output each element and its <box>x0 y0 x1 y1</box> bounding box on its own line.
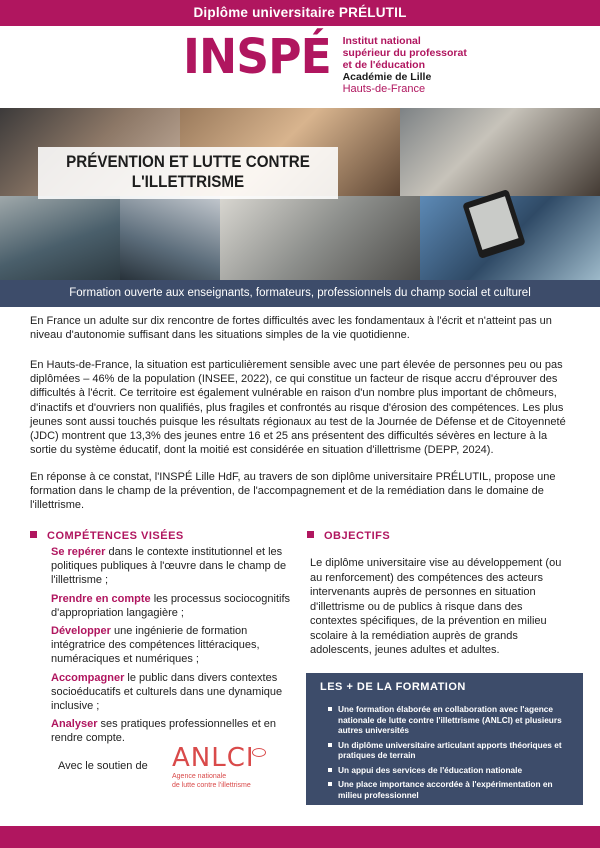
competence-text: une ingénierie de formation intégratrice des compétences littéraciques, numéraciques et numériques ; <box>51 625 260 666</box>
title-line-2: L'ILLETTRISME <box>131 173 245 191</box>
list-item: Un appui des services de l'éducation nationale <box>328 765 573 776</box>
response-paragraph: En réponse à ce constat, l'INSPÉ Lille HdF, au travers de son diplôme universitaire PRÉLUTIL, propose une formation dans le champ de la prévention, de l'accompagnement et de la remédiation dans le domaine de l'illettrisme. <box>30 471 556 512</box>
competences-heading <box>30 530 184 542</box>
anlci-logo <box>172 744 292 804</box>
logo-line-4: Académie de Lille <box>342 71 432 83</box>
anlci-subtitle-1: Agence nationale <box>172 773 227 780</box>
list-item <box>51 717 293 745</box>
footer-band <box>0 826 600 848</box>
audience-banner: Formation ouverte aux enseignants, formateurs, professionnels du champ social et culturel <box>0 280 600 307</box>
inspe-logo <box>183 29 467 95</box>
photo-classroom <box>0 196 120 280</box>
list-item <box>51 592 293 620</box>
competences-list <box>51 545 293 750</box>
page-title <box>38 147 338 199</box>
competence-keyword: Développer <box>51 625 111 638</box>
logo-line-5: Hauts-de-France <box>342 83 426 95</box>
plus-list <box>328 704 573 800</box>
list-item: Un diplôme universitaire articulant apports théoriques et pratiques de terrain <box>328 740 573 761</box>
objectifs-heading-text: OBJECTIFS <box>324 530 391 542</box>
competences-heading-text: COMPÉTENCES VISÉES <box>47 530 184 542</box>
competence-text: les processus sociocognitifs d'appropriation langagière ; <box>51 592 291 619</box>
objectifs-text: Le diplôme universitaire vise au développement (ou au renforcement) des compétences des acteurs intervenants auprès de personnes en situation d'illettrisme ou de publics à risque dans des contextes spécifiques, de la prévention en milieu scolaire à la remédiation auprès de grands adolescents, jeunes adultes et adultes. <box>310 557 562 656</box>
list-item: Une formation élaborée en collaboration avec l'agence nationale de lutte contre l'illettrisme (ANLCI) et plusieurs autres universités <box>328 704 573 736</box>
square-bullet-icon <box>307 531 314 538</box>
title-line-1: PRÉVENTION ET LUTTE CONTRE <box>66 153 310 171</box>
competence-text: dans le contexte institutionnel et les politiques publiques à l'œuvre dans le champ de l'illettrisme ; <box>51 546 287 587</box>
competence-keyword: Se repérer <box>51 546 106 558</box>
photo-group-work <box>400 108 600 196</box>
logo-line-1: Institut national <box>342 35 421 47</box>
competence-text: ses pratiques professionnelles et en rendre compte. <box>51 718 277 745</box>
support-label: Avec le soutien de <box>58 760 148 772</box>
logo-text <box>343 35 467 95</box>
intro-paragraph: En France un adulte sur dix rencontre de fortes difficultés avec les fondamentaux à l'écrit et n'atteint pas un niveau d'autonomie suffisant dans les situations simples de la vie quotidienne. <box>30 315 552 342</box>
eye-icon <box>252 748 266 757</box>
list-item: Une place importance accordée à l'expérimentation en milieu professionnel <box>328 779 573 800</box>
plus-box <box>306 673 583 805</box>
photo-tablet-users <box>120 196 220 280</box>
list-item <box>51 545 293 588</box>
context-paragraph: En Hauts-de-France, la situation est particulièrement sensible avec une part élevée de personnes peu ou pas diplômées – 46% de la population (INSEE, 2022), ce qui constitue un facteur de risque accru d'éprouver des difficultés à l'écrit. Ce territoire est également vulnérable en raison d'un nombre plus important de chômeurs, d'inactifs et d'ouvriers non qualifiés, plus fragiles et confrontés au risque d'érosion des compétences. Les plus jeunes sont aussi touchés puisque les résultats régionaux au test de la Journée de Défense et de Citoyenneté (JDC) montrent que 13,3% des jeunes entre 16 et 25 ans présentent des difficultés sévères en lecture à la sortie du système éducatif, dont la moitié est considérée en situation d'illettrisme (DEPP, 2024). <box>30 359 566 457</box>
competence-keyword: Accompagner <box>51 671 125 684</box>
anlci-subtitle-2: de lutte contre l'illettrisme <box>172 782 251 789</box>
plus-heading: LES + DE LA FORMATION <box>320 681 466 693</box>
program-banner: Diplôme universitaire PRÉLUTIL <box>0 0 600 26</box>
list-item <box>51 671 293 714</box>
square-bullet-icon <box>30 531 37 538</box>
competence-text: le public dans divers contextes socioéducatifs et culturels dans une dynamique inclusive ; <box>51 671 283 713</box>
logo-line-3: et de l'éducation <box>342 59 426 71</box>
objectifs-heading <box>307 530 390 542</box>
photo-meeting <box>220 196 420 280</box>
competence-keyword: Analyser <box>51 718 98 731</box>
list-item <box>51 624 293 667</box>
logo-line-2: supérieur du professorat <box>342 47 467 59</box>
anlci-wordmark: ANLCI <box>172 743 255 773</box>
competence-keyword: Prendre en compte <box>51 592 151 605</box>
logo-wordmark: INSPÉ <box>183 29 331 85</box>
